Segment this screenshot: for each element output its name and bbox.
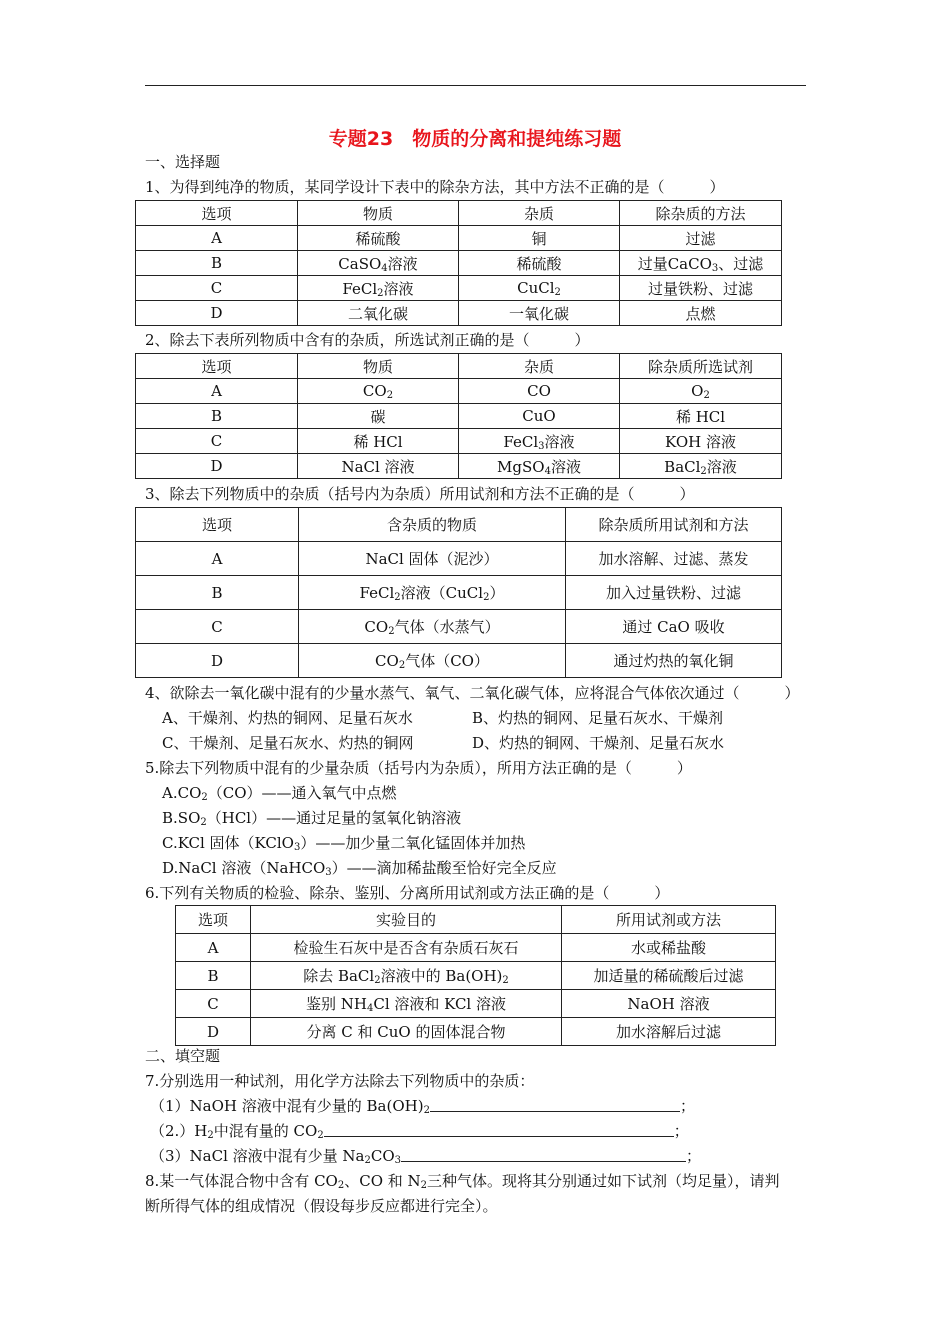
option-cell: D [176, 1018, 251, 1046]
table-row [136, 454, 782, 479]
impurity-cell: 铜 [459, 226, 620, 251]
goal-cell: 分离 C 和 CuO 的固体混合物 [251, 1018, 562, 1046]
substance-cell: 稀硫酸 [298, 226, 459, 251]
question-7-stem: 7.分别选用一种试剂，用化学方法除去下列物质中的杂质： [145, 1072, 535, 1090]
question-6-table [175, 905, 776, 1046]
option-cell: C [176, 990, 251, 1018]
substance-cell: $CO_2$ [298, 379, 459, 404]
impurity-cell: 一氧化碳 [459, 301, 620, 326]
goal-cell: 鉴别 $NH_4Cl$ 溶液和 KCl 溶液 [251, 990, 562, 1018]
method-cell: 点燃 [620, 301, 782, 326]
header-cell: 物质 [298, 201, 459, 226]
reagent-cell: BaCl$_2$溶液 [620, 454, 782, 479]
question-7-item-3: （3）NaCl 溶液中混有少量 $Na_2CO_3$ ； [150, 1147, 702, 1166]
method-cell: 通过 CaO 吸收 [566, 610, 782, 644]
header-cell: 除杂质所选试剂 [620, 354, 782, 379]
question-1-stem: 1、为得到纯净的物质，某同学设计下表中的除杂方法，其中方法不正确的是（ ） [145, 178, 725, 196]
impurity-cell: 稀硫酸 [459, 251, 620, 276]
method-cell: 过量CaCO$_3$、过滤 [620, 251, 782, 276]
impurity-cell: MgSO$_4$溶液 [459, 454, 620, 479]
header-cell: 杂质 [459, 354, 620, 379]
question-4-option-b: B、灼热的铜网、足量石灰水、干燥剂 [472, 709, 724, 727]
table-row [176, 990, 776, 1018]
section-choice-heading: 一、选择题 [145, 153, 221, 171]
table-header-row [136, 201, 782, 226]
table-row [136, 276, 782, 301]
table-row [136, 301, 782, 326]
option-cell: D [136, 301, 298, 326]
question-4-option-d: D、灼热的铜网、干燥剂、足量石灰水 [472, 734, 725, 752]
header-cell: 物质 [298, 354, 459, 379]
method-cell: 加水溶解后过滤 [562, 1018, 776, 1046]
question-4-option-a: A、干燥剂、灼热的铜网、足量石灰水 [162, 709, 413, 727]
substance-cell: 稀 HCl [298, 429, 459, 454]
table-header-row [136, 354, 782, 379]
header-cell: 除杂质所用试剂和方法 [566, 508, 782, 542]
table-row [136, 644, 782, 678]
option-cell: C [136, 276, 298, 301]
option-cell: B [176, 962, 251, 990]
header-rule [145, 85, 806, 86]
page-title: 专题23 物质的分离和提纯练习题 [328, 128, 622, 150]
question-5-option-c: C.KCl 固体（KClO$_3$）——加少量二氧化锰固体并加热 [162, 834, 526, 853]
method-cell: 加水溶解、过滤、蒸发 [566, 542, 782, 576]
question-2-table [135, 353, 782, 479]
question-5-option-d: D.NaCl 溶液（NaHCO$_3$）——滴加稀盐酸至恰好完全反应 [162, 859, 557, 878]
header-cell: 选项 [136, 201, 298, 226]
header-cell: 除杂质的方法 [620, 201, 782, 226]
table-row [136, 576, 782, 610]
option-cell: A [176, 934, 251, 962]
table-row [136, 226, 782, 251]
impurity-cell: CuO [459, 404, 620, 429]
table-row [176, 1018, 776, 1046]
question-8-line-1: 8.某一气体混合物中含有 $CO_2$、CO 和 $N_2$三种气体。现将其分别通过如下试剂（均足量），请判 [145, 1172, 780, 1191]
reagent-cell: $O_2$ [620, 379, 782, 404]
question-5-option-b: $B.SO_2(HCl)——$通过足量的氢氧化钠溶液 [162, 809, 462, 828]
table-row [176, 962, 776, 990]
substance-cell: $CO_2$气体（CO） [299, 644, 566, 678]
header-cell: 选项 [136, 354, 298, 379]
option-cell: D [136, 644, 299, 678]
method-cell: 过量铁粉、过滤 [620, 276, 782, 301]
section-fill-heading: 二、填空题 [145, 1047, 221, 1065]
question-4-option-c: C、干燥剂、足量石灰水、灼热的铜网 [162, 734, 414, 752]
question-5-stem: 5.除去下列物质中混有的少量杂质（括号内为杂质），所用方法正确的是（ ） [145, 759, 692, 777]
substance-cell: CaSO$_4$溶液 [298, 251, 459, 276]
question-7-item-2: $(2.)H_2$中混有量的 $CO_2$ ； [150, 1122, 689, 1141]
answer-blank[interactable] [430, 1097, 680, 1112]
table-row [136, 404, 782, 429]
impurity-cell: FeCl$_3$溶液 [459, 429, 620, 454]
method-cell: 加适量的稀硫酸后过滤 [562, 962, 776, 990]
option-cell: B [136, 404, 298, 429]
header-cell: 实验目的 [251, 906, 562, 934]
method-cell: 水或稀盐酸 [562, 934, 776, 962]
question-2-stem: 2、除去下表所列物质中含有的杂质，所选试剂正确的是（ ） [145, 331, 590, 349]
table-header-row [136, 508, 782, 542]
substance-cell: 碳 [298, 404, 459, 429]
option-cell: A [136, 379, 298, 404]
header-cell: 含杂质的物质 [299, 508, 566, 542]
substance-cell: $CO_2$气体（水蒸气） [299, 610, 566, 644]
header-cell: 杂质 [459, 201, 620, 226]
answer-blank[interactable] [324, 1122, 674, 1137]
goal-cell: 检验生石灰中是否含有杂质石灰石 [251, 934, 562, 962]
question-1-table [135, 200, 782, 326]
table-header-row [176, 906, 776, 934]
answer-blank[interactable] [401, 1147, 686, 1162]
header-cell: 选项 [176, 906, 251, 934]
question-4-stem: 4、欲除去一氧化碳中混有的少量水蒸气、氧气、二氧化碳气体，应将混合气体依次通过（ ） [145, 684, 800, 702]
method-cell: 通过灼热的氧化铜 [566, 644, 782, 678]
goal-cell: 除去 BaCl$_2$溶液中的 $Ba(OH)_2$ [251, 962, 562, 990]
question-3-table [135, 507, 782, 678]
option-cell: B [136, 251, 298, 276]
header-cell: 选项 [136, 508, 299, 542]
impurity-cell: CO [459, 379, 620, 404]
header-cell: 所用试剂或方法 [562, 906, 776, 934]
substance-cell: FeCl$_2$溶液 [298, 276, 459, 301]
option-cell: B [136, 576, 299, 610]
method-cell: NaOH 溶液 [562, 990, 776, 1018]
question-6-stem: 6.下列有关物质的检验、除杂、鉴别、分离所用试剂或方法正确的是（ ） [145, 884, 670, 902]
method-cell: 加入过量铁粉、过滤 [566, 576, 782, 610]
option-cell: C [136, 610, 299, 644]
substance-cell: NaCl 溶液 [298, 454, 459, 479]
impurity-cell: CuCl$_2$ [459, 276, 620, 301]
table-row [136, 251, 782, 276]
option-cell: A [136, 542, 299, 576]
table-row [176, 934, 776, 962]
substance-cell: NaCl 固体（泥沙） [299, 542, 566, 576]
substance-cell: 二氧化碳 [298, 301, 459, 326]
option-cell: C [136, 429, 298, 454]
table-row [136, 429, 782, 454]
question-3-stem: 3、除去下列物质中的杂质（括号内为杂质）所用试剂和方法不正确的是（ ） [145, 485, 695, 503]
question-7-item-1: （1）NaOH 溶液中混有少量的 $Ba(OH)_2$ ； [150, 1097, 695, 1116]
table-row [136, 379, 782, 404]
reagent-cell: KOH 溶液 [620, 429, 782, 454]
table-row [136, 542, 782, 576]
question-8-line-2: 断所得气体的组成情况（假设每步反应都进行完全）。 [145, 1197, 498, 1215]
question-5-option-a: $A.CO_2(CO)——$通入氧气中点燃 [162, 784, 397, 803]
method-cell: 过滤 [620, 226, 782, 251]
option-cell: D [136, 454, 298, 479]
table-row [136, 610, 782, 644]
option-cell: A [136, 226, 298, 251]
substance-cell: FeCl$_2$溶液（CuCl$_2$） [299, 576, 566, 610]
reagent-cell: 稀 HCl [620, 404, 782, 429]
